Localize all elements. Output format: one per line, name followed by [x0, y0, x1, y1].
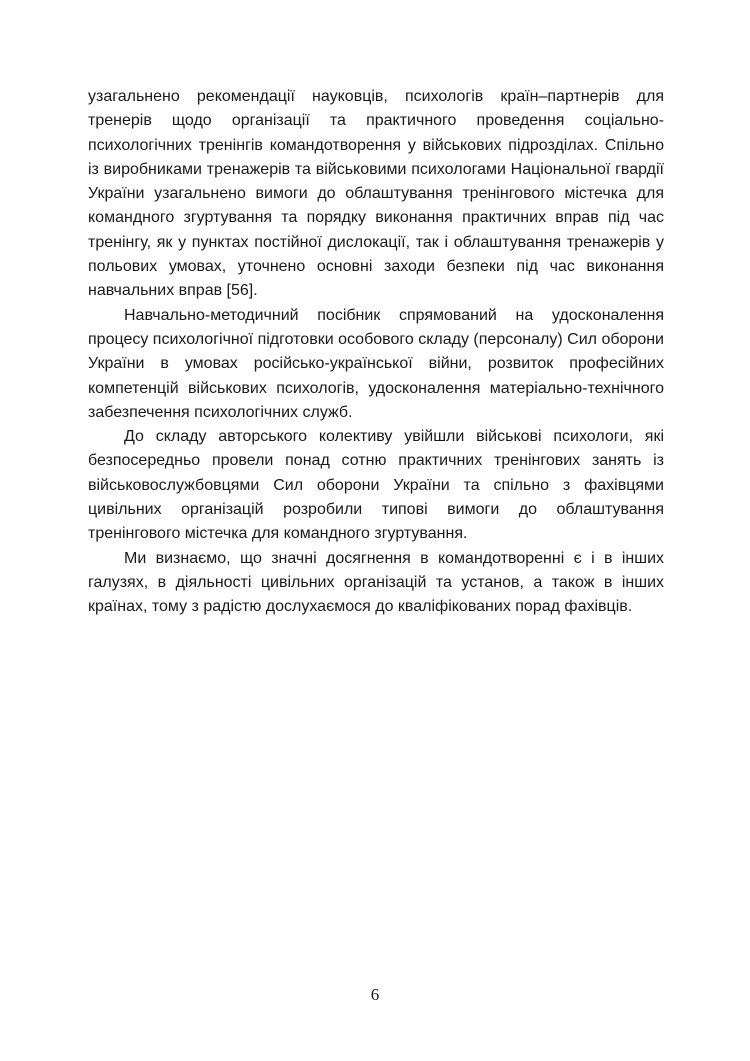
paragraph-continuation: узагальнено рекомендації науковців, психологів країн–партнерів для тренерів щодо організації та практичного проведення соціально-психологічних тренінгів командотворення у військових підрозділах. Спільно із виробниками тренажерів та військовими психологами Національної гвардії України узагальнено вимоги до облаштування тренінгового містечка для командного згуртування та порядку виконання практичних вправ під час тренінгу, як у пунктах постійної дислокації, так і облаштування тренажерів у польових умовах, уточнено основні заходи безпеки під час виконання навчальних вправ [56].	[88, 88, 664, 300]
page-body	[88, 85, 664, 620]
paragraph-acknowledgement: Ми визнаємо, що значні досягнення в командотворенні є і в інших галузях, в діяльності цивільних організацій та установ, а також в інших країнах, тому з радістю дослухаємося до кваліфікованих порад фахівців.	[88, 549, 664, 616]
paragraph-manual-purpose: Навчально-методичний посібник спрямований на удосконалення процесу психологічної підготовки особового складу (персоналу) Сил оборони України в умовах російсько-української війни, розвиток професійних компетенцій військових психологів, удосконалення матеріально-технічного забезпечення психологічних служб.	[88, 306, 664, 421]
page-number: 6	[370, 985, 380, 1004]
paragraph-authors: До складу авторського колективу увійшли військові психологи, які безпосередньо провели понад сотню практичних тренінгових занять із військовослужбовцями Сил оборони України та спільно з фахівцями цивільних організацій розробили типові вимоги до облаштування тренінгового містечка для командного згуртування.	[88, 428, 664, 543]
